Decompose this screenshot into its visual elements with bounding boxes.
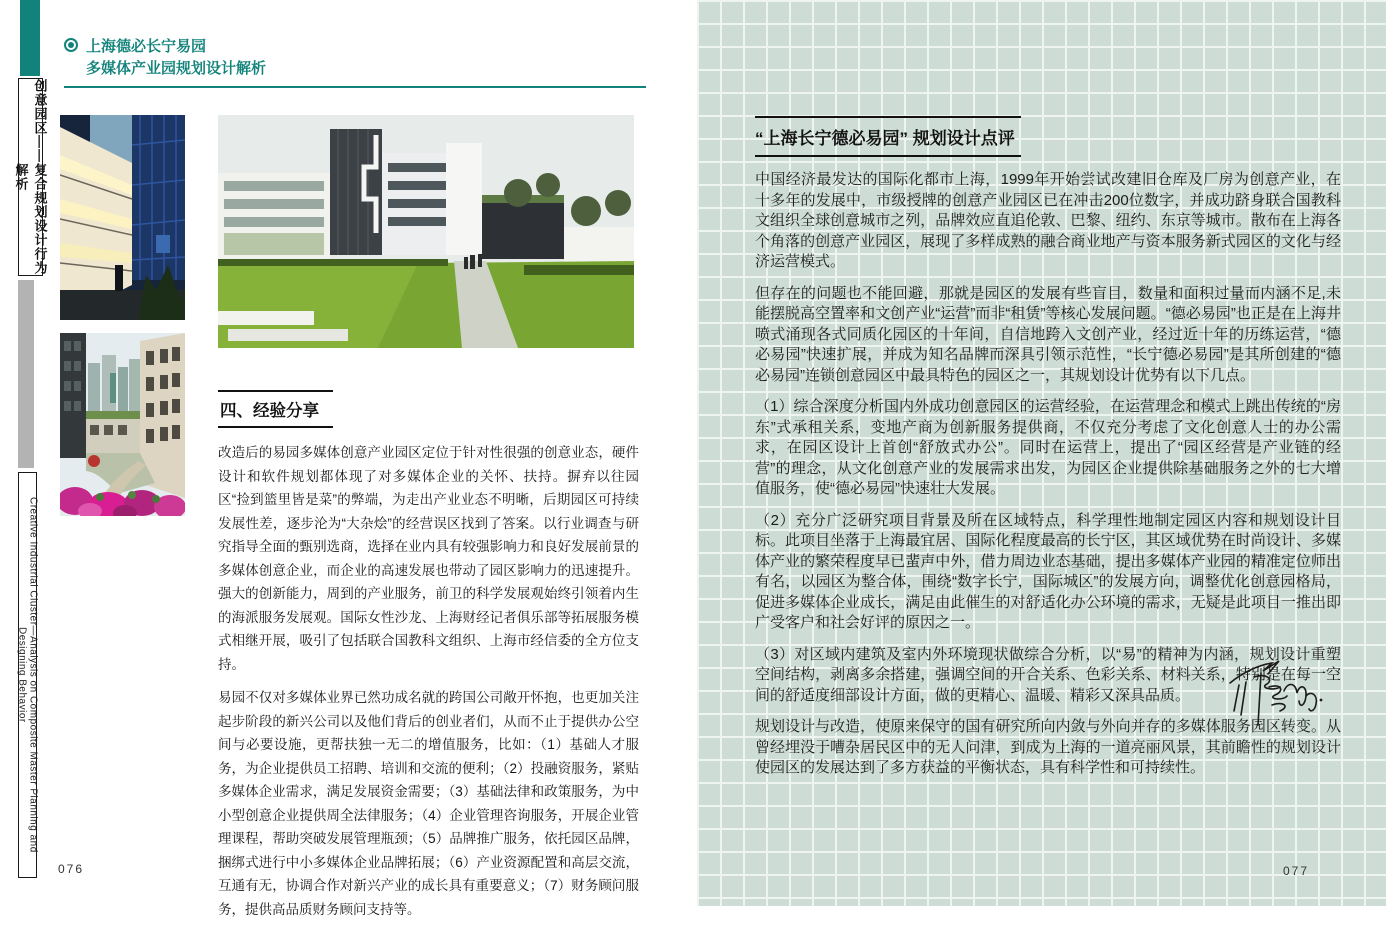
sidebar-vertical-title-en: Creative Industrial Cluster—Analysis on Composite Master Planning and Designing Behavior bbox=[18, 472, 37, 878]
paragraph: （1）综合深度分析国内外成功创意园区的运营经验，在运营理念和模式上跳出传统的“房东”式承租关系，变地产商为创新服务提供商，不仅充分考虑了文化创意人士的办公需求，在园区设计上首创“舒放式办公”。同时在运营上，提出了“园区经营是产业链的经营”的理念，从文化创意产业的发展需求出发，为园区企业提供除基础服务之外的七大增值服务，使“德必易园”快速壮大发展。 bbox=[755, 398, 1341, 497]
paragraph: 易园不仅对多媒体业界已然功成名就的跨国公司敞开怀抱，也更加关注起步阶段的新兴公司以及他们背后的创业者们，从而不止于提供办公空间与必要设施，更帮扶独一无二的增值服务，比如：（1）基础人才服务，为企业提供员工招聘、培训和交流的便利；（2）投融资服务，紧贴多媒体企业需求，满足发展资金需要；（3）基础法律和政策服务，为中小型创意企业提供周全法律服务；（4）企业管理咨询服务，开展企业管理课程，帮助突破发展管理瓶颈；（5）品牌推广服务，依托园区品牌，捆绑式进行中小多媒体企业品牌拓展；（6）产业资源配置和高层交流，互通有无，协调合作对新兴产业的成长具有重要意义；（7）财务顾问服务，提供高品质财务顾问支持等。 bbox=[218, 690, 639, 917]
photo-park-rendering bbox=[218, 115, 634, 348]
sidebar-teal-bar bbox=[20, 0, 40, 76]
section-heading: 四、经验分享 bbox=[218, 390, 333, 428]
paragraph: （3）对区域内建筑及室内外环境现状做综合分析，以“易”的精神为内涵，规划设计重塑空间结构，剥离多余搭建，强调空间的开合关系、色彩关系、材料关系，特别是在每一空间的舒适度细部设计方面，做的更精心、温暖、精彩又深具品质。 bbox=[755, 645, 1341, 704]
photo-courtyard-night bbox=[60, 115, 185, 320]
page-number-right: 077 bbox=[1283, 864, 1310, 878]
left-page-header bbox=[64, 36, 266, 80]
header-title-line1: 上海德必长宁易园 bbox=[86, 38, 207, 55]
photo-courtyard-day bbox=[60, 333, 185, 516]
paragraph: 改造后的易园多媒体创意产业园区定位于针对性很强的创意业态，硬件设计和软件规划都体现了对多媒体企业的关怀、扶持。摒弃以往园区“捡到篮里皆是菜”的弊端，为走出产业业态不明晰，后期园区可持续发展性差，逐步沦为“大杂烩”的经营误区找到了答案。以行业调查与研究指导全面的甄别选商，选择在业内具有较强影响力和良好发展前景的多媒体创意企业，而企业的高速发展也带动了园区影响力的迅速提升。强大的创新能力，周到的产业服务，前卫的科学发展观始终引领着内生的海派服务发展观。国际女性沙龙、上海财经记者俱乐部等拓展服务模式相继开展，吸引了包括联合国教科文组织、上海市经信委的全方位支持。 bbox=[218, 445, 639, 672]
header-rule bbox=[64, 86, 646, 88]
paragraph: 中国经济最发达的国际化都市上海，1999年开始尝试改建旧仓库及厂房为创意产业，在十多年的发展中，市级授牌的创意产业园区已在冲击200位数字，并成功跻身联合国教科文组织全球创意城市之列，品牌效应直追伦敦、巴黎、纽约、东京等城市。散布在上海各个角落的创意产业园区，展现了多样成熟的融合商业地产与资本服务新式园区的文化与经济运营模式。 bbox=[755, 171, 1341, 270]
sidebar-gray-bar bbox=[18, 280, 34, 468]
bullet-circle-icon bbox=[64, 38, 78, 52]
review-title: “上海长宁德必易园” 规划设计点评 bbox=[755, 116, 1021, 157]
sidebar-vertical-title-zh: 创意园区——复合规划设计行为解析 bbox=[13, 79, 48, 275]
paragraph: （2）充分广泛研究项目背景及所在区域特点，科学理性地制定园区内容和规划设计目标。此项目坐落于上海最宜居、国际化程度最高的长宁区，其区域优势在时尚设计、多媒体产业的繁荣程度早已蜚声中外，借力周边业态基础，提出多媒体产业园的精准定位师出有名，以园区为整合体，围绕“数字长宁，国际城区”的发展方向，调整优化创意园格局，促进多媒体企业成长，满足由此催生的对舒适化办公环境的需求，无疑是此项目一推出即广受客户和社会好评的原因之一。 bbox=[755, 511, 1341, 631]
signature-scribble bbox=[1222, 655, 1332, 745]
header-title-line2: 多媒体产业园规划设计解析 bbox=[86, 60, 267, 77]
left-page-body bbox=[218, 441, 639, 931]
right-page bbox=[697, 0, 1386, 906]
paragraph: 规划设计与改造，使原来保守的国有研究所向内敛与外向并存的多媒体服务园区转变。从曾经埋没于嘈杂居民区中的无人问津，到成为上海的一道亮丽风景，其前瞻性的规划设计使园区的发展达到了多方获益的平衡状态，具有科学性和可持续性。 bbox=[755, 718, 1341, 776]
page-number-left: 076 bbox=[58, 862, 85, 876]
paragraph: 但存在的问题也不能回避，那就是园区的发展有些盲目，数量和面积过量而内涵不足,未能摆脱高空置率和文创产业“运营”而非“租赁”等核心发展问题。“德必易园”也正是在上海井喷式涌现各式同质化园区的十年间，自信地跨入文创产业，经过近十年的历练运营，“德必易园”快速扩展，并成为知名品牌而深具引领示范性，“长宁德必易园”是其所创建的“德必易园”连锁创意园区中最具特色的园区之一，其规划设计优势有以下几点。 bbox=[755, 284, 1341, 384]
